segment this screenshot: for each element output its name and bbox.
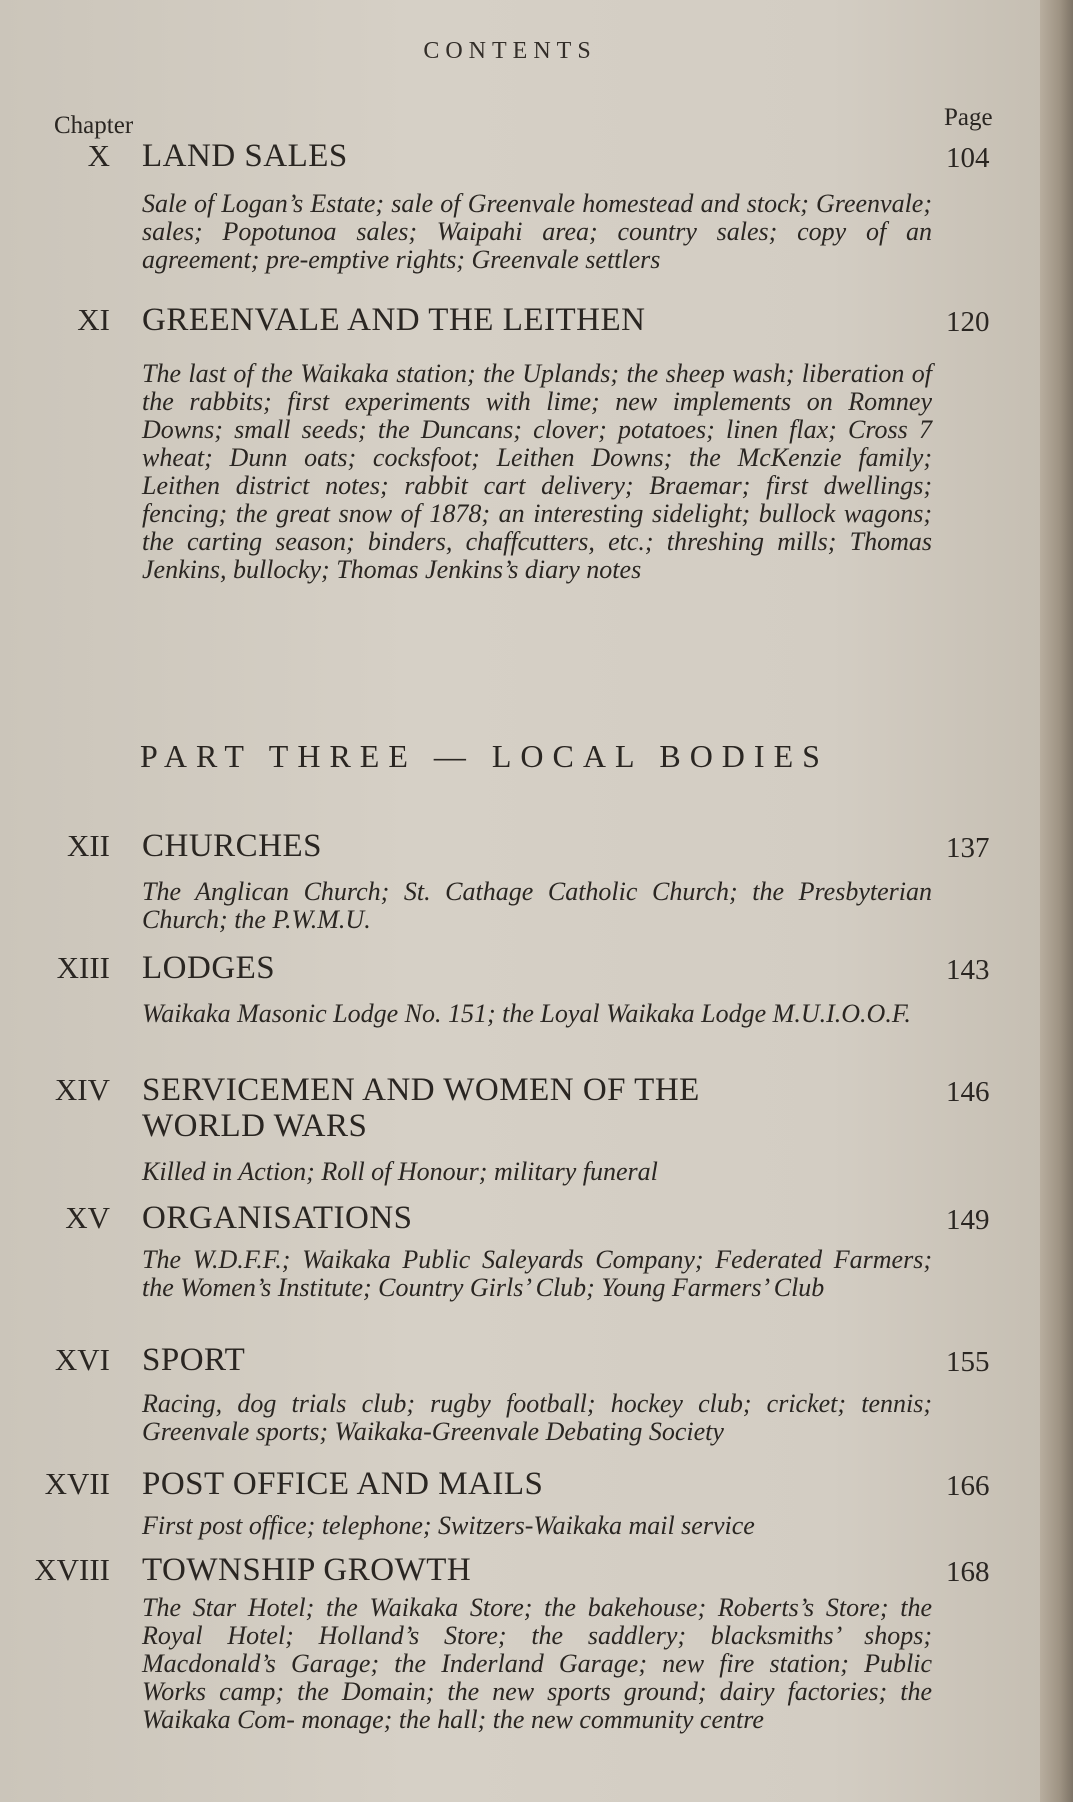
chapter-number: XV [65,1200,110,1235]
chapter-column-label: Chapter [54,112,134,139]
page-number: 146 [946,1076,990,1108]
chapter-description: The Anglican Church; St. Cathage Catholic Church; the Presbyterian Church; the P.W.M.U. [142,877,932,934]
chapter-title: TOWNSHIP GROWTH [142,1552,472,1588]
chapter-description: First post office; telephone; Switzers-Waikaka mail service [142,1511,755,1540]
chapter-number: XVIII [34,1552,110,1587]
page-number: 166 [946,1470,990,1502]
chapter-number: XIV [54,1072,110,1107]
chapter-description: Waikaka Masonic Lodge No. 151; the Loyal Waikaka Lodge M.U.I.O.O.F. [142,999,911,1028]
page-number: 137 [946,832,990,864]
chapter-number: XVII [44,1466,110,1501]
page-column-label: Page [944,104,993,131]
chapter-description: The Star Hotel; the Waikaka Store; the bakehouse; Roberts’s Store; the Royal Hotel; Holland’s Store; the saddlery; blacksmiths’ shops; Macdonald’s Garage; the Inderland Garage; new fire station; Public Works camp; the Domain; the new sports ground; dairy factories; the Waikaka Com- monage; the hall; the new community centre [142,1593,932,1734]
chapter-title: GREENVALE AND THE LEITHEN [142,302,646,338]
chapter-description: Killed in Action; Roll of Honour; military funeral [142,1157,658,1186]
chapter-number: XI [77,302,110,337]
chapter-title: POST OFFICE AND MAILS [142,1466,544,1502]
chapter-title: SERVICEMEN AND WOMEN OF THE WORLD WARS [142,1072,700,1144]
chapter-number: XVI [54,1342,110,1377]
chapter-number: X [87,138,110,173]
page-number: 155 [946,1346,990,1378]
page-number: 168 [946,1556,990,1588]
chapter-description: Racing, dog trials club; rugby football; hockey club; cricket; tennis; Greenvale sports; Waikaka-Greenvale Debating Society [142,1389,932,1446]
contents-heading: CONTENTS [423,38,597,64]
page-number: 143 [946,954,990,986]
chapter-description: Sale of Logan’s Estate; sale of Greenvale homestead and stock; Greenvale; sales; Popotunoa sales; Waipahi area; country sales; copy of an agreement; pre-emptive rights; Greenvale settlers [142,189,932,274]
page-number: 120 [946,306,990,338]
page-edge [1040,0,1073,1802]
chapter-description: The W.D.F.F.; Waikaka Public Saleyards Company; Federated Farmers; the Women’s Institute; Country Girls’ Club; Young Farmers’ Club [142,1245,932,1302]
page-number: 104 [946,142,990,174]
chapter-title: LAND SALES [142,138,348,174]
page-number: 149 [946,1204,990,1236]
chapter-title: ORGANISATIONS [142,1200,413,1236]
chapter-description: The last of the Waikaka station; the Uplands; the sheep wash; liberation of the rabbits; first experiments with lime; new implements on Romney Downs; small seeds; the Duncans; clover; potatoes; linen flax; Cross 7 wheat; Dunn oats; cocksfoot; Leithen Downs; the McKenzie family; Leithen district notes; rabbit cart delivery; Braemar; first dwellings; fencing; the great snow of 1878; an interesting sidelight; bullock wagons; the carting season; binders, chaffcutters, etc.; threshing mills; Thomas Jenkins, bullocky; Thomas Jenkins’s diary notes [142,359,932,584]
chapter-number: XIII [56,950,110,985]
chapter-title: SPORT [142,1342,246,1378]
part-three-heading: PART THREE — LOCAL BODIES [140,738,829,774]
chapter-number: XII [66,828,110,863]
chapter-title: LODGES [142,950,276,986]
chapter-title: CHURCHES [142,828,323,864]
